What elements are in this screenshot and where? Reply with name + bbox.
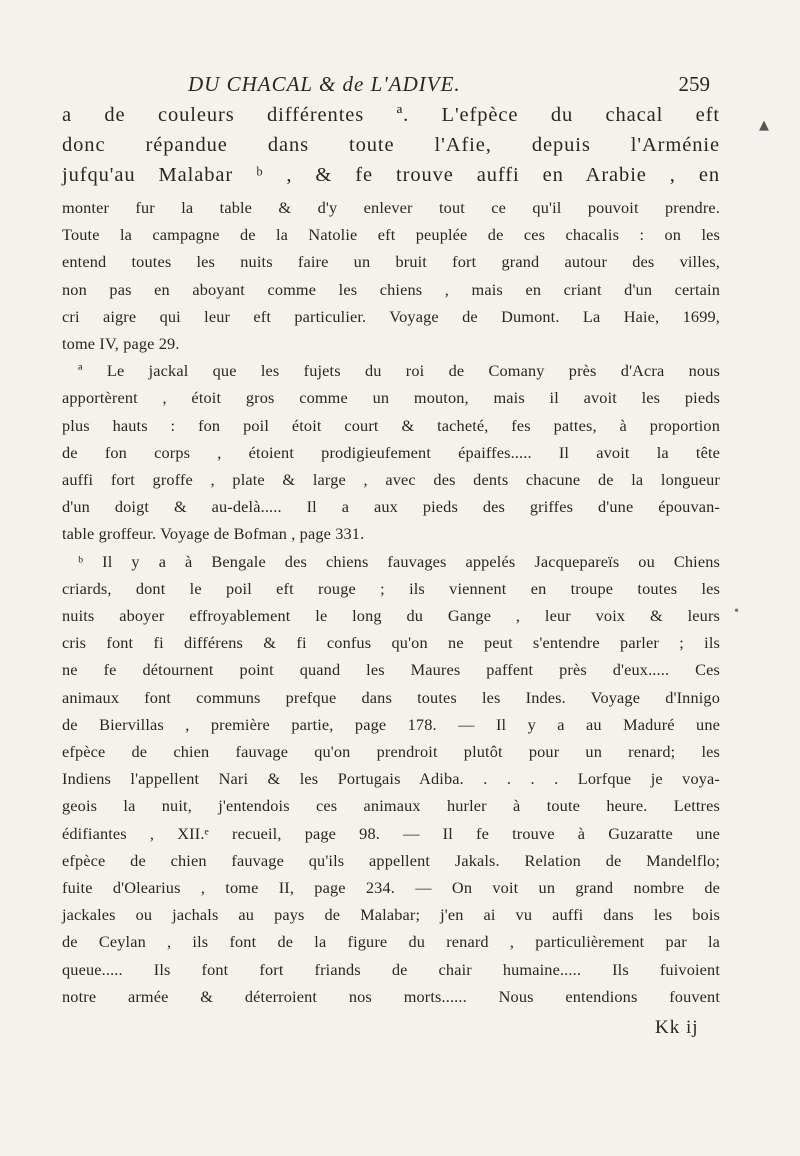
footnote-line: ᵇ Il y a à Bengale des chiens fauvages appelés Jacquepareïs ou Chiens bbox=[78, 551, 720, 571]
footnote-line: de Ceylan , ils font de la figure du renard , particulièrement par la bbox=[62, 932, 720, 952]
margin-mark: ▲ bbox=[759, 118, 769, 133]
footnote-line: queue..... Ils font fort friands de chair humaine..... Ils fuivoient bbox=[62, 959, 720, 979]
footnote-line: monter fur la table & d'y enlever tout ce qu'il pouvoit prendre. bbox=[62, 198, 720, 217]
footnote-line: ª Le jackal que les fujets du roi de Comany près d'Acra nous bbox=[78, 361, 720, 381]
page-number: 259 bbox=[678, 72, 710, 96]
footnote-line: efpèce de chien fauvage qu'on prendroit plutôt pour un renard; les bbox=[62, 742, 720, 762]
footnote-line: édifiantes , XII.ᵉ recueil, page 98. — Il fe trouve à Guzaratte une bbox=[62, 823, 720, 843]
footnote-line: notre armée & déterroient nos morts...... Nous entendions fouvent bbox=[62, 986, 720, 1006]
footnote-line: Toute la campagne de la Natolie eft peuplée de ces chacalis : on les bbox=[62, 225, 720, 245]
footnote-line: table groffeur. Voyage de Bofman , page 331. bbox=[62, 524, 365, 544]
page-header bbox=[100, 72, 710, 98]
signature-mark: Kk ij bbox=[655, 1017, 699, 1038]
footnote-line: ne fe détournent point quand les Maures paffent près d'eux..... Ces bbox=[62, 660, 720, 680]
footnote-line: geois la nuit, j'entendois ces animaux hurler à toute heure. Lettres bbox=[62, 796, 720, 816]
footnote-line: Indiens l'appellent Nari & les Portugais Adiba. . . . . Lorfque je voya- bbox=[62, 769, 720, 789]
main-text-line: a de couleurs différentes ª. L'efpèce du chacal eft bbox=[62, 104, 720, 126]
main-text bbox=[62, 100, 720, 190]
footnote-line: d'un doigt & au-delà..... Il a aux pieds des griffes d'une épouvan- bbox=[62, 497, 720, 517]
footnote-line: efpèce de chien fauvage qu'ils appellent Jakals. Relation de Mandelflo; bbox=[62, 850, 720, 870]
footnote-line: apportèrent , étoit gros comme un mouton, mais il avoit les pieds bbox=[62, 388, 720, 408]
footnote-line: nuits aboyer effroyablement le long du Gange , leur voix & leurs bbox=[62, 606, 720, 626]
footnote-line: criards, dont le poil eft rouge ; ils viennent en troupe toutes les bbox=[62, 578, 720, 598]
footnote-line: cri aigre qui leur eft particulier. Voyage de Dumont. La Haie, 1699, bbox=[62, 306, 720, 326]
footnote-line: de fon corps , étoient prodigieufement épaiffes..... Il avoit la tête bbox=[62, 442, 720, 462]
main-text-line: donc répandue dans toute l'Afie, depuis l'Arménie bbox=[62, 134, 720, 156]
footnote-line: entend toutes les nuits faire un bruit fort grand autour des villes, bbox=[62, 252, 720, 272]
footnote-line: de Biervillas , première partie, page 178. — Il y a au Maduré une bbox=[62, 714, 720, 734]
footnote-line: animaux font communs prefque dans toutes les Indes. Voyage d'Innigo bbox=[62, 687, 720, 707]
footnote-line: jackales ou jachals au pays de Malabar; j'en ai vu auffi dans les bois bbox=[62, 905, 720, 925]
footnote-line: tome IV, page 29. bbox=[62, 334, 180, 354]
main-text-line: jufqu'au Malabar ᵇ , & fe trouve auffi en Arabie , en bbox=[62, 164, 720, 186]
footnote-line: auffi fort groffe , plate & large , avec des dents chacune de la longueur bbox=[62, 470, 720, 490]
footnote-line: cris font fi différens & fi confus qu'on ne peut s'entendre parler ; ils bbox=[62, 633, 720, 653]
running-head: DU CHACAL & de L'ADIVE. bbox=[188, 72, 461, 96]
footnote-line: non pas en aboyant comme les chiens , mais en criant d'un certain bbox=[62, 279, 720, 299]
ink-speck: • bbox=[733, 604, 741, 618]
footnotes bbox=[62, 194, 720, 1010]
footnote-line: fuite d'Olearius , tome II, page 234. — On voit un grand nombre de bbox=[62, 878, 720, 898]
footnote-line: plus hauts : fon poil étoit court & tacheté, fes pattes, à proportion bbox=[62, 415, 720, 435]
